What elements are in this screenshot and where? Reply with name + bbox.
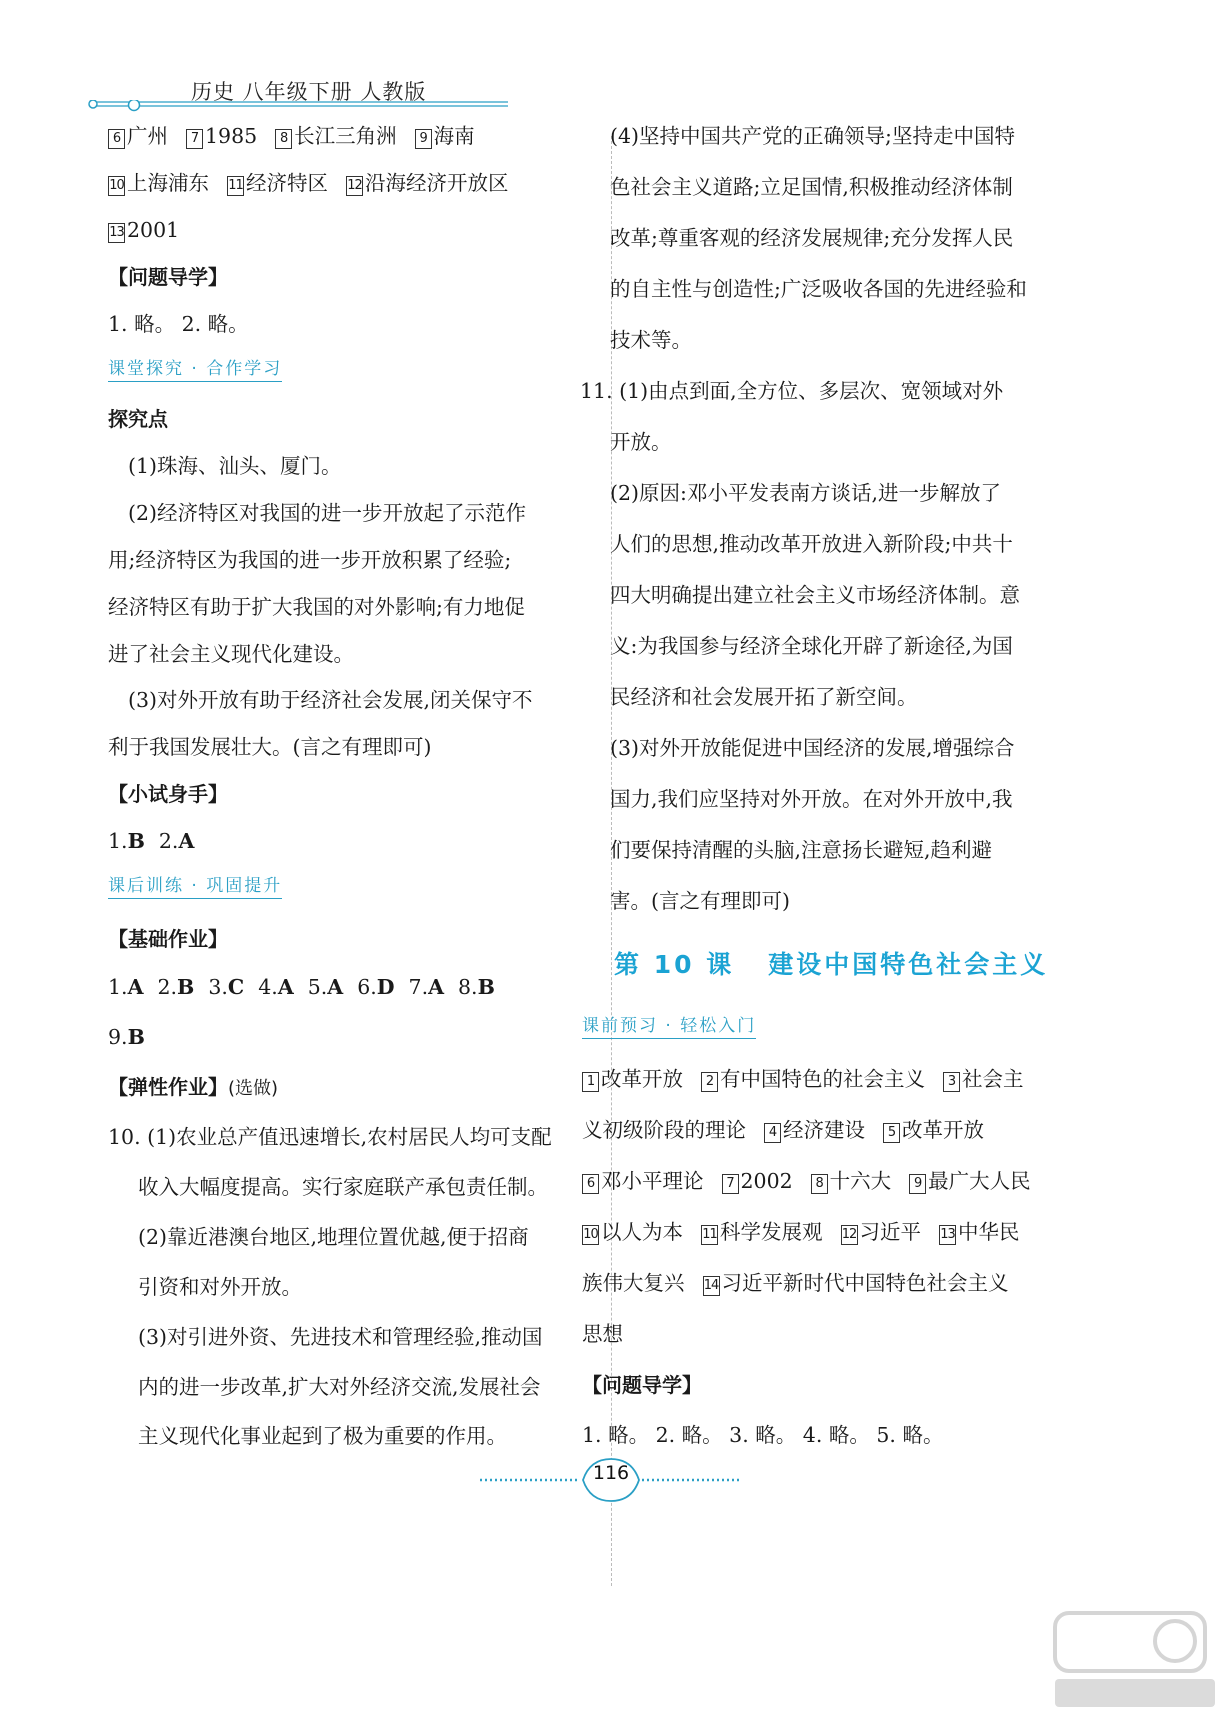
preview-row	[582, 1120, 984, 1143]
question-guide-answer: 1. 略。 2. 略。	[108, 312, 249, 336]
answer-line: (3)对外开放能促进中国经济的发展,增强综合	[610, 736, 1015, 760]
answer-line: 用;经济特区为我国的进一步开放积累了经验;	[108, 548, 512, 572]
answer-text: 十六大	[829, 1169, 892, 1193]
answer-text: 改革开放	[601, 1067, 683, 1091]
question-number: 2.	[157, 975, 178, 999]
answer-text: 沿海经济开放区	[365, 171, 509, 195]
choice-answer	[208, 975, 244, 999]
answer-number-box: 13	[108, 223, 125, 243]
answer-text: 经济建设	[783, 1118, 865, 1142]
answer-number-box: 6	[582, 1174, 599, 1194]
answer-line: 改革;尊重客观的经济发展规律;充分发挥人民	[610, 226, 1014, 250]
answer-text: 习近平	[859, 1220, 921, 1244]
lesson-number: 第 10 课	[614, 950, 735, 979]
answer-line: 国力,我们应坚持对外开放。在对外开放中,我	[610, 787, 1013, 811]
question-number: 4.	[258, 975, 278, 999]
choice-letter: A	[428, 975, 444, 999]
book-title: 历史 八年级下册 人教版	[191, 80, 427, 104]
answer-line: (1)珠海、汕头、厦门。	[128, 454, 342, 478]
answer-text: 思想	[582, 1322, 623, 1346]
answer-text: 习近平新时代中国特色社会主义	[721, 1271, 1009, 1295]
answer-text: 改革开放	[902, 1118, 984, 1142]
answer-line: (3)对引进外资、先进技术和管理经验,推动国	[138, 1325, 543, 1349]
answer-text: 中华民	[958, 1220, 1020, 1244]
answer-text: 最广大人民	[928, 1169, 1031, 1193]
answer-number-box: 13	[939, 1225, 956, 1245]
question-number: 5.	[307, 975, 328, 999]
answer-text: 有中国特色的社会主义	[720, 1067, 925, 1091]
choice-letter: B	[177, 975, 195, 999]
lesson-title	[614, 952, 1048, 977]
band-classroom-explore: 课堂探究 · 合作学习	[108, 361, 282, 382]
question-number: 1.	[108, 975, 128, 999]
choice-letter: D	[376, 975, 395, 999]
answer-number-box: 11	[227, 176, 244, 196]
answer-line: (4)坚持中国共产党的正确领导;坚持走中国特	[610, 124, 1015, 148]
choice-answer	[357, 975, 394, 999]
question-guide-answer-2: 1. 略。 2. 略。 3. 略。 4. 略。 5. 略。	[582, 1423, 944, 1447]
header-decoration-line	[88, 100, 508, 114]
basic-answers-row	[108, 1027, 159, 1048]
lesson-name: 建设中国特色社会主义	[768, 950, 1049, 979]
elastic-sub: (选做)	[228, 1078, 279, 1099]
answer-line: 民经济和社会发展开拓了新空间。	[610, 685, 918, 709]
choice-answer	[308, 975, 343, 999]
preview-row	[582, 1273, 1009, 1296]
choice-letter: A	[178, 829, 195, 853]
choice-letter: B	[127, 1025, 145, 1049]
answer-text: 科学发展观	[720, 1220, 823, 1244]
choice-answer	[258, 975, 293, 999]
preview-row	[582, 1222, 1020, 1245]
section-label-elastic	[108, 1077, 278, 1098]
section-label-basic: 【基础作业】	[108, 927, 228, 951]
page-number: 116	[592, 1462, 630, 1484]
answer-line: 色社会主义道路;立足国情,积极推动经济体制	[610, 175, 1013, 199]
question-number: 2.	[158, 829, 179, 853]
answer-number-box: 9	[415, 129, 432, 149]
answer-text: 上海浦东	[127, 171, 209, 195]
answer-number-box: 8	[275, 129, 292, 149]
answer-text: 义初级阶段的理论	[582, 1118, 746, 1142]
answer-line: 引资和对外开放。	[138, 1275, 302, 1299]
band-after-class: 课后训练 · 巩固提升	[108, 878, 282, 899]
choice-letter: C	[227, 975, 245, 999]
question-number: 1.	[108, 829, 128, 853]
answer-line: 经济特区有助于扩大我国的对外影响;有力地促	[108, 595, 525, 619]
choice-letter: A	[277, 975, 294, 999]
answer-number-box: 8	[811, 1174, 828, 1194]
answer-line: 11. (1)由点到面,全方位、多层次、宽领域对外	[580, 379, 1004, 403]
answer-line: 进了社会主义现代化建设。	[108, 642, 354, 666]
preview-row	[582, 1069, 1024, 1092]
explore-point-label: 探究点	[108, 407, 168, 431]
choice-letter: B	[477, 975, 495, 999]
answer-line: 主义现代化事业起到了极为重要的作用。	[138, 1424, 507, 1448]
answer-line: (2)经济特区对我国的进一步开放起了示范作	[128, 501, 527, 525]
answer-number-box: 12	[841, 1225, 858, 1245]
answer-line: (3)对外开放有助于经济社会发展,闭关保守不	[128, 688, 533, 712]
choice-letter: A	[127, 975, 144, 999]
answer-text: 长江三角洲	[294, 124, 397, 148]
elastic-label: 【弹性作业】	[108, 1075, 228, 1099]
section-label-question-guide: 【问题导学】	[108, 265, 228, 289]
answer-text: 广州	[127, 124, 168, 148]
answer-number-box: 14	[703, 1276, 720, 1296]
page-header	[88, 0, 558, 130]
answer-number-box: 3	[943, 1072, 960, 1092]
answer-number-box: 9	[909, 1174, 926, 1194]
choice-letter: B	[127, 829, 145, 853]
question-number: 6.	[357, 975, 377, 999]
answer-line: 收入大幅度提高。实行家庭联产承包责任制。	[138, 1175, 548, 1199]
answer-text: 社会主	[962, 1067, 1024, 1091]
choice-answer	[159, 829, 194, 853]
answer-line: (2)原因:邓小平发表南方谈话,进一步解放了	[610, 481, 1001, 505]
answer-text: 1985	[205, 124, 258, 148]
answer-line: 利于我国发展壮大。(言之有理即可)	[108, 735, 432, 759]
basic-answers-row	[108, 977, 509, 998]
answer-text: 2001	[127, 218, 180, 242]
answer-line: (2)靠近港澳台地区,地理位置优越,便于招商	[138, 1225, 529, 1249]
try-answers	[108, 831, 208, 852]
choice-answer	[157, 975, 194, 999]
preview-row	[582, 1171, 1031, 1194]
answer-text: 2002	[740, 1169, 793, 1193]
answer-number-box: 6	[108, 129, 125, 149]
question-number: 9.	[108, 1025, 128, 1049]
preview-row	[582, 1324, 623, 1345]
answer-number-box: 4	[764, 1123, 781, 1143]
answer-number-box: 11	[701, 1225, 718, 1245]
answer-line: 10. (1)农业总产值迅速增长,农村居民人均可支配	[108, 1125, 552, 1149]
answer-number-box: 7	[186, 129, 203, 149]
answer-line: 开放。	[610, 430, 672, 454]
choice-answer	[458, 975, 495, 999]
answer-text: 以人为本	[601, 1220, 683, 1244]
answer-text: 邓小平理论	[601, 1169, 704, 1193]
choice-answer	[409, 975, 444, 999]
answer-line: 内的进一步改革,扩大对外经济交流,发展社会	[138, 1375, 541, 1399]
watermark-logo-icon	[1045, 1605, 1220, 1715]
choice-answer	[108, 975, 143, 999]
preview-row	[108, 220, 179, 243]
answer-text: 海南	[433, 124, 475, 148]
answer-number-box: 1	[582, 1072, 599, 1092]
preview-row	[108, 173, 509, 196]
choice-letter: A	[327, 975, 344, 999]
answer-line: 人们的思想,推动改革开放进入新阶段;中共十	[610, 532, 1013, 556]
answer-number-box: 7	[722, 1174, 739, 1194]
answer-number-box: 2	[701, 1072, 718, 1092]
question-number: 8.	[458, 975, 478, 999]
answer-line: 技术等。	[610, 328, 692, 352]
answer-number-box: 10	[582, 1225, 599, 1245]
answer-number-box: 10	[108, 176, 125, 196]
answer-line: 害。(言之有理即可)	[610, 889, 790, 913]
choice-answer	[108, 1025, 145, 1049]
answer-line: 义:为我国参与经济全球化开辟了新途径,为国	[610, 634, 1013, 658]
section-label-try: 【小试身手】	[108, 782, 228, 806]
band-preview: 课前预习 · 轻松入门	[582, 1018, 756, 1039]
question-number: 7.	[408, 975, 429, 999]
section-label-question-guide-2: 【问题导学】	[582, 1373, 702, 1397]
preview-row	[108, 126, 475, 149]
answer-number-box: 5	[883, 1123, 900, 1143]
choice-answer	[108, 829, 145, 853]
question-number: 3.	[208, 975, 228, 999]
answer-text: 经济特区	[246, 171, 328, 195]
answer-text: 族伟大复兴	[582, 1271, 685, 1295]
answer-number-box: 12	[346, 176, 363, 196]
answer-line: 四大明确提出建立社会主义市场经济体制。意	[610, 583, 1020, 607]
answer-line: 的自主性与创造性;广泛吸收各国的先进经验和	[610, 277, 1027, 301]
answer-line: 们要保持清醒的头脑,注意扬长避短,趋利避	[610, 838, 993, 862]
